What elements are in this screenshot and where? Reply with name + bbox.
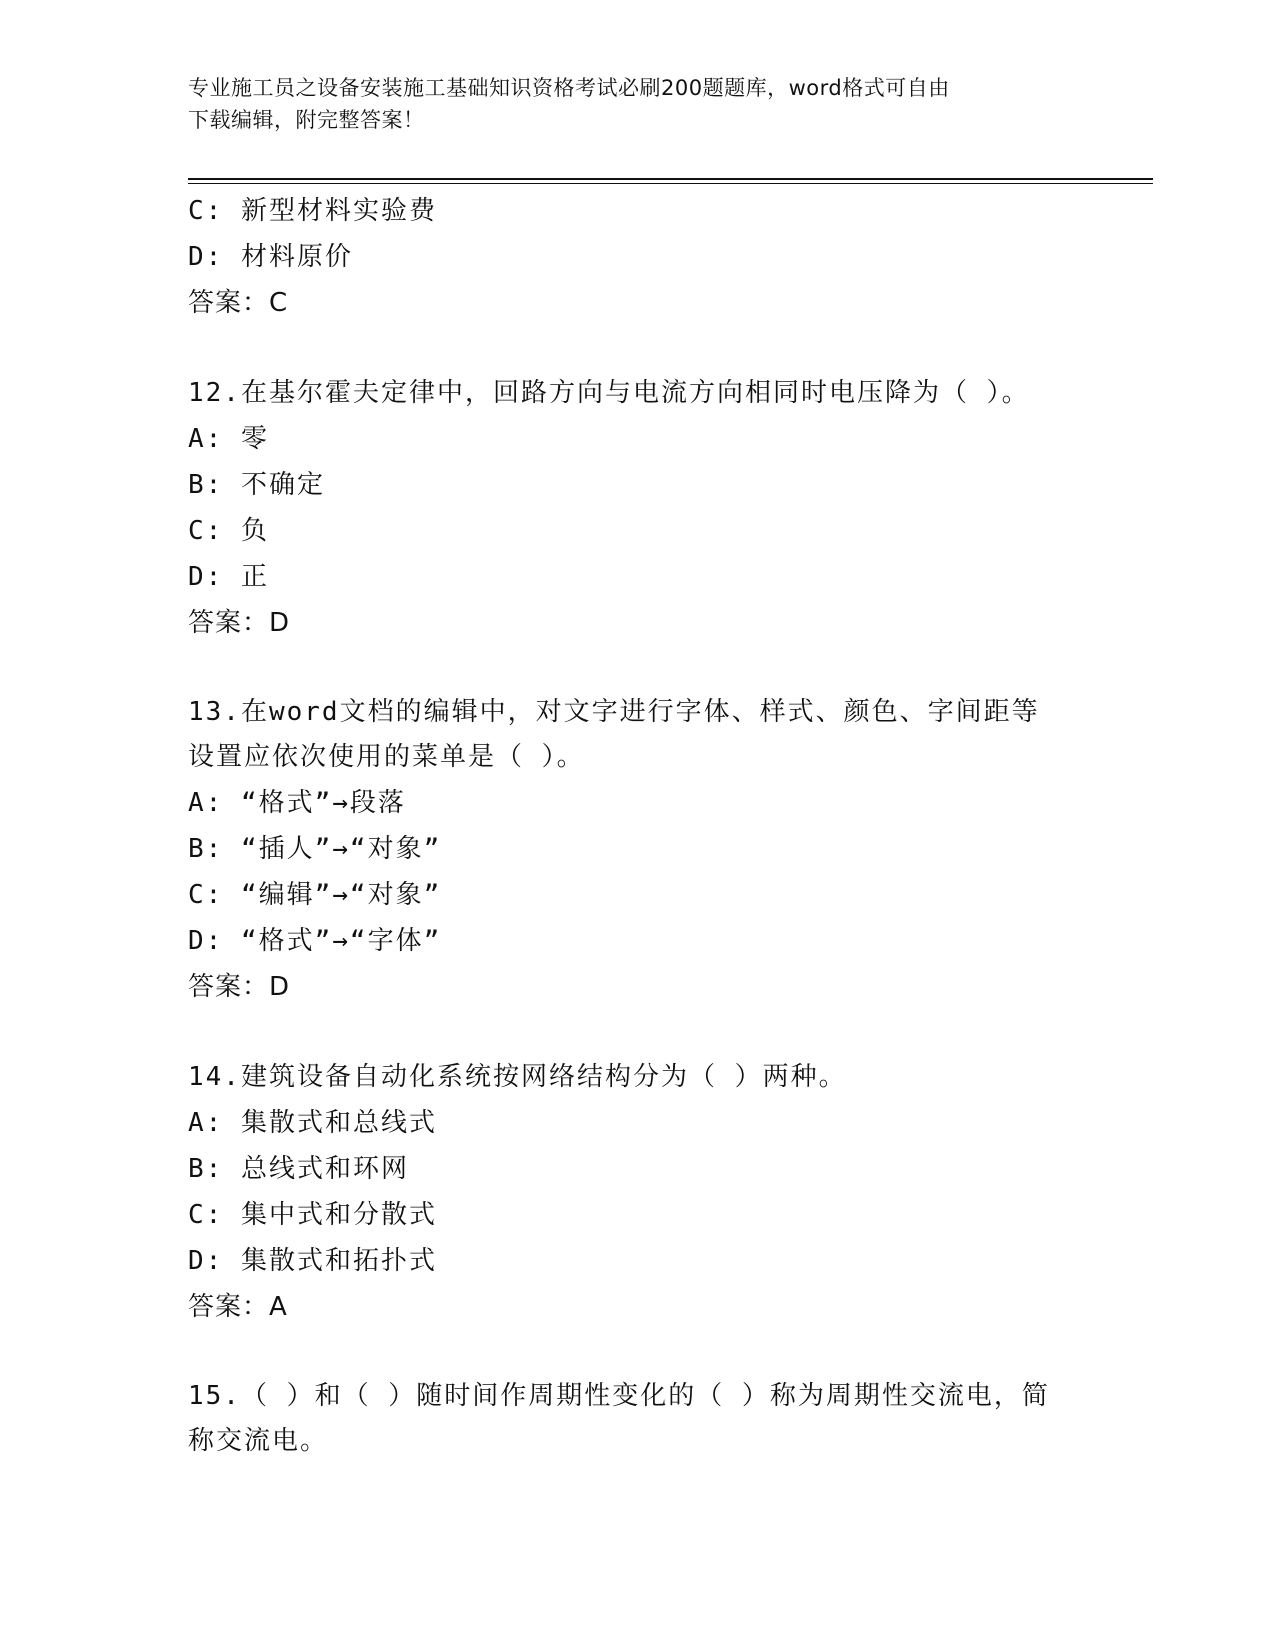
question-13: [188, 690, 1088, 1010]
question-12: [188, 370, 1088, 646]
header-rule-thin: [188, 183, 1153, 184]
option-b: B: “插人”→“对象”: [188, 834, 442, 864]
question-stem-line-1: 15.（ ）和（ ）随时间作周期性变化的（ ）称为周期性交流电，简: [188, 1381, 1050, 1411]
question-content: [188, 188, 1088, 1464]
question-11-tail: [188, 188, 1088, 326]
answer-line: 答案：D: [188, 972, 291, 1002]
option-b: B: 不确定: [188, 470, 325, 500]
header-rule-thick: [188, 178, 1153, 180]
header-line-2: 下载编辑，附完整答案！: [188, 108, 425, 132]
option-a: A: 零: [188, 424, 269, 454]
header-line-1: 专业施工员之设备安装施工基础知识资格考试必刷200题题库，word格式可自由: [188, 76, 950, 100]
option-d: D: 集散式和拓扑式: [188, 1246, 437, 1276]
question-stem: 12.在基尔霍夫定律中，回路方向与电流方向相同时电压降为（ ）。: [188, 378, 1030, 408]
option-c: C: “编辑”→“对象”: [188, 880, 442, 910]
option-c: C: 集中式和分散式: [188, 1200, 437, 1230]
document-header: [188, 72, 1078, 136]
option-a: A: 集散式和总线式: [188, 1108, 437, 1138]
question-stem-line-1: 13.在word文档的编辑中，对文字进行字体、样式、颜色、字间距等: [188, 697, 1040, 727]
option-d: D: “格式”→“字体”: [188, 926, 442, 956]
question-stem: 14.建筑设备自动化系统按网络结构分为（ ）两种。: [188, 1062, 847, 1092]
question-15: [188, 1374, 1088, 1464]
option-c: C: 新型材料实验费: [188, 196, 437, 226]
question-stem-line-2: 称交流电。: [188, 1426, 329, 1456]
option-b: B: 总线式和环网: [188, 1154, 409, 1184]
question-14: [188, 1054, 1088, 1330]
answer-line: 答案：A: [188, 1292, 288, 1322]
option-d: D: 正: [188, 562, 269, 592]
option-a: A: “格式”→段落: [188, 788, 406, 818]
answer-line: 答案：C: [188, 288, 289, 318]
answer-line: 答案：D: [188, 608, 291, 638]
option-d: D: 材料原价: [188, 242, 353, 272]
option-c: C: 负: [188, 516, 269, 546]
question-stem-line-2: 设置应依次使用的菜单是（ ）。: [188, 742, 585, 772]
